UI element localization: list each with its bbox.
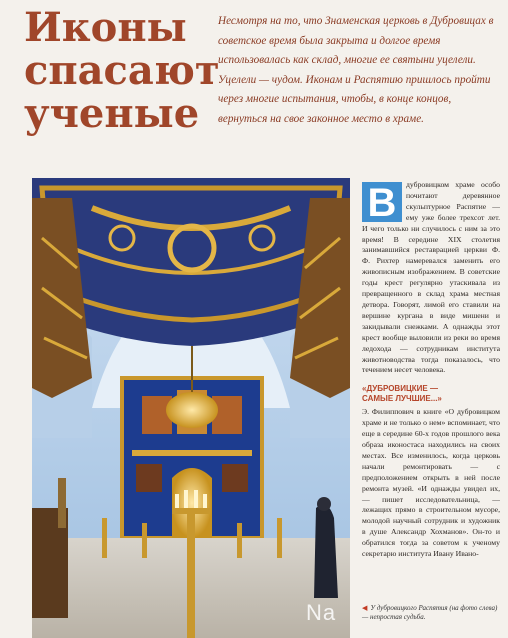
caption-text: У дубровицкого Распятия (на фото слева) — непростая судьба. (362, 604, 498, 621)
lead-paragraph: Несмотря на то, что Знаменская церковь в Дубровицах в советское время была закрыта и долгое время использовалась как склад, многие ее святыни уцелели. Уцелели — чудом. Иконам и Распятию пришлось пройти через многие испытания, чтобы, в конце концов, вернуться на свое законное место в храме. (218, 15, 494, 125)
photo-caption (362, 604, 498, 622)
headline-line-1: Иконы (24, 4, 187, 51)
article-paragraph-2: Э. Филиппович в книге «О дубровицком храме и не только о нем» вспоминает, что еще в середине 60-х годов прошлого века образа иконостаса находились на своих местах. Все изменилось, когда церковь начали ремонтировать — с предположением открыть в ней после ремонта музей. «И однажды увидел их, — пишет исследовательница, — лежащих прямо в строительном мусоре, молодой научный сотрудник и художник в душе Александр Хохманов». Он-то и обратился тогда за советом к ученому секретарю института Ивану Ивано- (362, 407, 500, 559)
article-subhead-line-1: «ДУБРОВИЦКИЕ — (362, 384, 438, 394)
watermark: Na (306, 600, 337, 625)
article-paragraph-1: дубровицком храме особо почитают деревянное скульптурное Распятие — ему уже более трехсот лет. И чего только ни случилось с ним за это время! В середине XIX столетия занимавшийся реставрацией церкви Ф. Ф. Рихтер намеревался заменить его живописным изображением. В советские годы крест регулярно утаскивала из превращенного в склад храма местная детвора. Говорят, лимой его ставили на вершине кургана в виде мишени и закидывали снежками. А однажды этот крест вообще выловили из реки во время ледохода — сотрудникам института животноводства тогда показалось, что течением несет человека. (362, 180, 500, 375)
article-subhead-line-2: САМЫЕ ЛУЧШИЕ...» (362, 394, 442, 404)
caption-arrow-icon: ◀ (362, 604, 368, 612)
article-body (362, 180, 500, 564)
headline (24, 4, 220, 137)
dropcap: В (362, 182, 402, 222)
headline-line-3: ученые (24, 90, 200, 137)
headline-line-2: спасают (24, 47, 220, 94)
church-interior-photo (32, 178, 350, 638)
article-subhead (362, 384, 500, 404)
